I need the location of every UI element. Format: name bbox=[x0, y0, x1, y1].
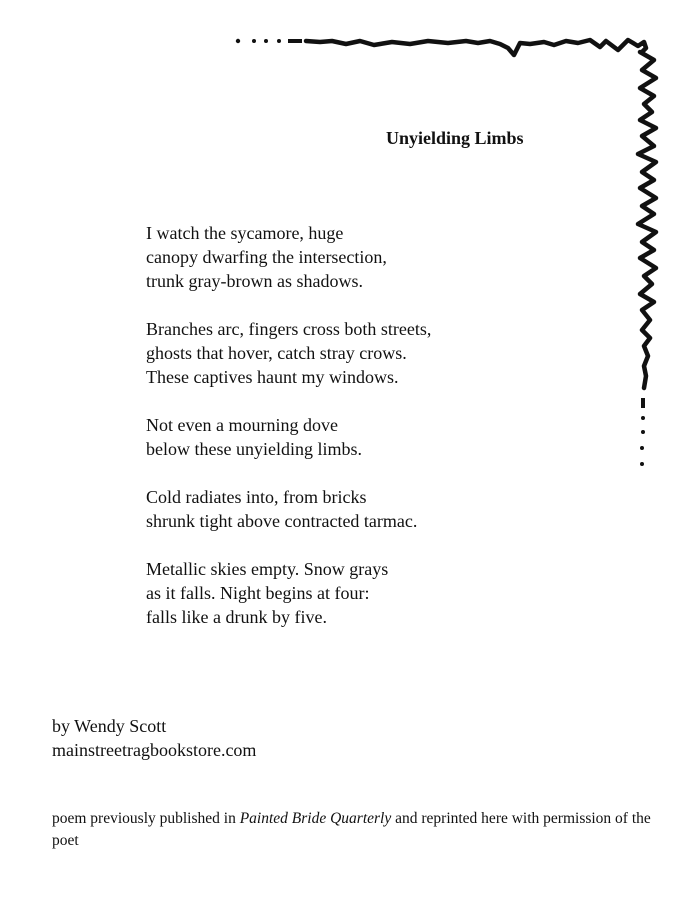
author-name: by Wendy Scott bbox=[52, 716, 167, 736]
poem-line: canopy dwarfing the intersection, bbox=[146, 247, 387, 267]
poem-line: Branches arc, fingers cross both streets, bbox=[146, 319, 432, 339]
poem-line: below these unyielding limbs. bbox=[146, 439, 362, 459]
poem-line: I watch the sycamore, huge bbox=[146, 223, 344, 243]
poem-body bbox=[146, 221, 431, 653]
publication-name: Painted Bride Quarterly bbox=[239, 810, 392, 827]
byline bbox=[52, 714, 256, 762]
poem-title: Unyielding Limbs bbox=[386, 128, 524, 148]
stanza-5 bbox=[146, 557, 431, 629]
stanza-3 bbox=[146, 413, 431, 461]
stanza-4 bbox=[146, 485, 431, 533]
poem-line: trunk gray-brown as shadows. bbox=[146, 271, 363, 291]
poem-line: ghosts that hover, catch stray crows. bbox=[146, 343, 407, 363]
poem-line: These captives haunt my windows. bbox=[146, 367, 399, 387]
poem-line: as it falls. Night begins at four: bbox=[146, 583, 370, 603]
note-text-before: poem previously published in bbox=[52, 810, 240, 827]
note-text-after: and reprinted here with permission of the poet bbox=[52, 810, 651, 849]
poem-line: Metallic skies empty. Snow grays bbox=[146, 559, 389, 579]
publication-note bbox=[52, 808, 652, 852]
poem-line: Not even a mourning dove bbox=[146, 415, 338, 435]
website-text: mainstreetragbookstore.com bbox=[52, 740, 257, 760]
poem-line: falls like a drunk by five. bbox=[146, 607, 327, 627]
stanza-2 bbox=[146, 317, 431, 389]
stanza-1 bbox=[146, 221, 431, 293]
poem-line: shrunk tight above contracted tarmac. bbox=[146, 511, 418, 531]
poem-line: Cold radiates into, from bricks bbox=[146, 487, 367, 507]
